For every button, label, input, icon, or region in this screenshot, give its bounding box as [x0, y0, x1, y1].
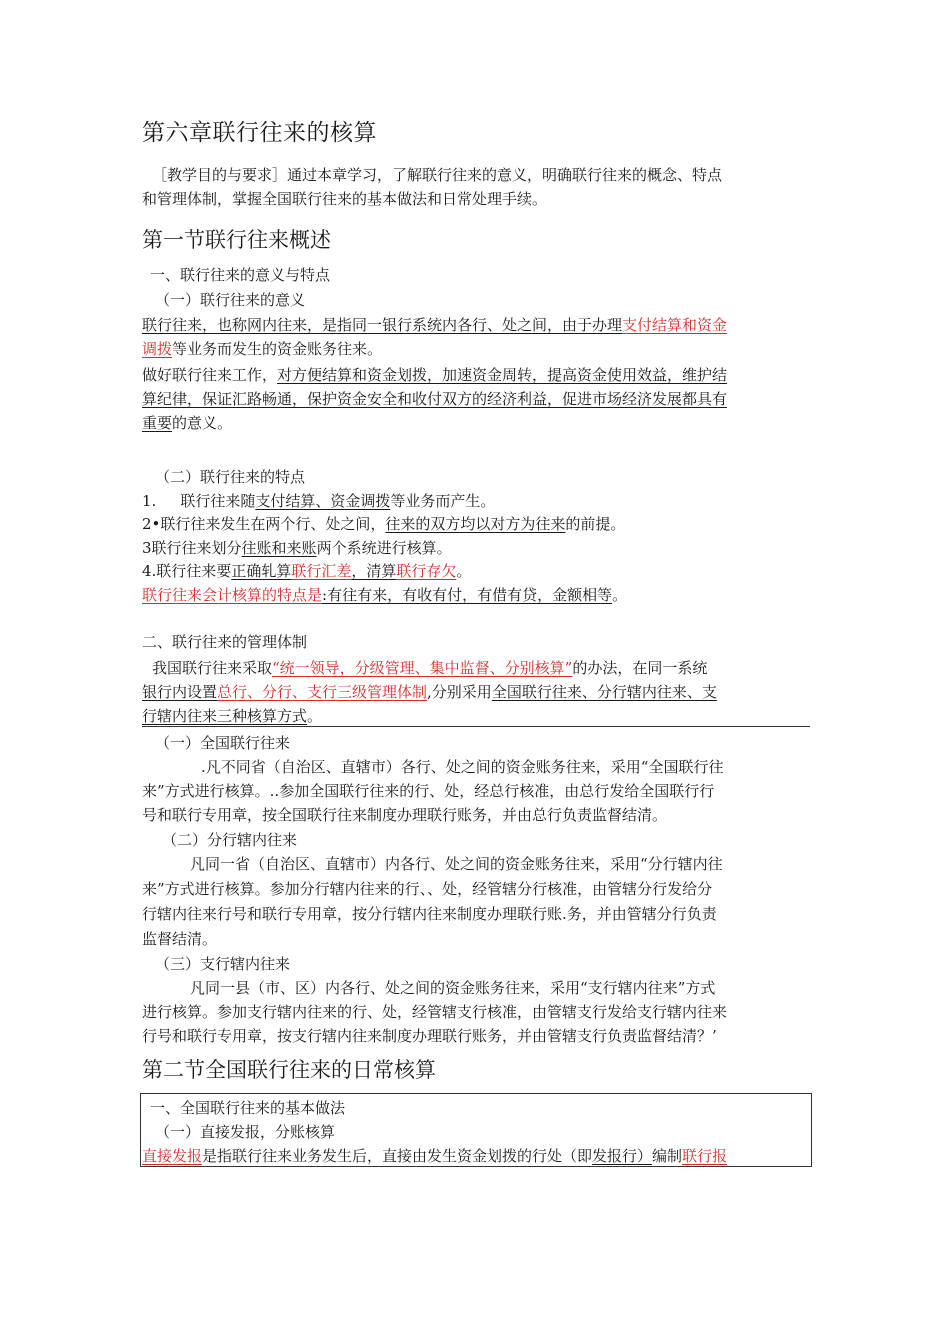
- subbranch-heading: （三）支行辖内往来: [155, 955, 291, 973]
- feature-4-red-a: 联行汇差: [291, 562, 352, 580]
- subbranch-line-1: 凡同一县（市、区）内各行、处之间的资金账务往来，采用“支行辖内往来”方式: [190, 979, 716, 997]
- meaning-highlight-cont: 调拨: [142, 340, 173, 358]
- features-heading: （二）联行往来的特点: [155, 468, 306, 486]
- divider-rule: [142, 726, 810, 727]
- direct-report-underlined: 发报行）: [592, 1147, 653, 1165]
- national-line-3: 号和联行专用章，按全国联行往来制度办理联行账务，并由总行负责监督结清。: [142, 806, 668, 824]
- national-line-2: 来”方式进行核算。..参加全国联行往来的行、处，经总行核准，由总行发给全国联行行: [142, 782, 715, 800]
- feature-3-text: 3联行往来划分: [142, 539, 242, 557]
- meaning-paragraph-1-line-2: [142, 337, 382, 361]
- summary-underlined: :有往有来，有收有付，有借有贷，金额相等: [322, 586, 613, 604]
- meaning-paragraph-2-line-2: [142, 387, 727, 411]
- feature-1-tail: 等业务而产生。: [390, 492, 496, 510]
- management-l1-text: 我国联行往来采取: [152, 659, 273, 677]
- feature-1-text: 联行往来随: [180, 492, 256, 510]
- branch-line-3: 行辖内往来行号和联行专用章，按分行辖内往来制度办理联行账.务，并由管辖分行负责: [142, 905, 717, 923]
- objective-line-2: 和管理体制，掌握全国联行往来的基本做法和日常处理手续。: [142, 190, 548, 208]
- branch-heading: （二）分行辖内往来: [162, 831, 298, 849]
- management-l1-tail: 的办法，在同一系统: [572, 659, 708, 677]
- feature-item-4: [142, 559, 471, 583]
- meaning-text: 联行往来，也称网内往来，是指同一银行系统内各行、处之间，由于办理: [142, 316, 623, 334]
- feature-2-tail: 的前提。: [565, 515, 626, 533]
- meaning-p2-underlined: 对方便结算和资金划拨，加速资金周转，提高资金使用效益，维护结: [277, 366, 728, 384]
- management-l2-underlined: 全国联行往来、分行辖内往来、支: [491, 683, 717, 701]
- management-l3-tail: 。: [307, 707, 323, 725]
- feature-4-text: 4.联行往来要: [142, 562, 232, 580]
- branch-line-1: 凡同一省（自治区、直辖市）内各行、处之间的资金账务往来，采用“分行辖内往: [190, 855, 723, 873]
- management-line-2: [142, 680, 717, 704]
- branch-line-2: 来”方式进行核算。参加分行辖内往来的行、、处，经管辖分行核准，由管辖分行发给分: [142, 880, 713, 898]
- section1-title: 第一节联行往来概述: [142, 228, 331, 252]
- meaning-highlight: 支付结算和资金: [622, 316, 728, 334]
- national-heading: （一）全国联行往来: [155, 734, 291, 752]
- feature-1-number: 1.: [142, 492, 157, 510]
- section2-part1-heading: 一、全国联行往来的基本做法: [150, 1099, 346, 1117]
- summary-red: 联行往来会计核算的特点是: [142, 586, 323, 604]
- management-l3-underlined: 行辖内往来三种核算方式: [142, 707, 308, 725]
- part1-heading: 一、联行往来的意义与特点: [150, 266, 331, 284]
- feature-4-underlined-a: 正确轧算: [231, 562, 292, 580]
- meaning-p2-lead: 做好联行往来工作，: [142, 366, 278, 384]
- management-heading: 二、联行往来的管理体制: [142, 633, 308, 651]
- meaning-heading: （一）联行往来的意义: [155, 291, 306, 309]
- feature-item-1: [142, 489, 495, 513]
- feature-2-underlined: 往来的双方均以对方为往来: [385, 515, 566, 533]
- management-l2-red: 总行、分行、支行三级管理体制: [217, 683, 428, 701]
- management-l2-mid: ,分别采用: [427, 683, 492, 701]
- meaning-paragraph-1-line-1: [142, 313, 727, 337]
- feature-item-3: [142, 536, 452, 560]
- meaning-p2-underlined-end: 重要: [142, 414, 173, 432]
- meaning-text-end: 等业务而发生的资金账务往来。: [172, 340, 383, 358]
- national-line-1: .凡不同省（自治区、直辖市）各行、处之间的资金账务往来，采用“全国联行往: [201, 758, 724, 776]
- section2-sub-heading: （一）直接发报，分账核算: [155, 1123, 336, 1141]
- direct-report-term: 直接发报: [142, 1147, 203, 1165]
- direct-report-red-tail: 联行报: [682, 1147, 728, 1165]
- direct-report-verb: 编制: [652, 1147, 683, 1165]
- feature-4-underlined-b: ，清算: [351, 562, 397, 580]
- features-summary: [142, 583, 627, 607]
- feature-4-red-b: 联行存欠: [396, 562, 457, 580]
- objective-line-1: ［教学目的与要求］通过本章学习，了解联行往来的意义，明确联行往来的概念、特点: [152, 166, 723, 184]
- management-l1-red: “统一领导，分级管理、集中监督、分别核算”: [272, 659, 573, 677]
- management-line-3: [142, 704, 322, 728]
- direct-report-text: 是指联行往来业务发生后，直接由发生资金划拨的行处（即: [202, 1147, 593, 1165]
- meaning-p2-underlined-cont: 算纪律，保证汇路畅通，保护资金安全和收付双方的经济利益，促进市场经济发展都具有: [142, 390, 728, 408]
- section2-title: 第二节全国联行往来的日常核算: [142, 1058, 436, 1082]
- chapter-title: 第六章联行往来的核算: [142, 120, 377, 146]
- section2-paragraph-line-1: [142, 1144, 727, 1168]
- summary-tail: 。: [612, 586, 628, 604]
- meaning-paragraph-2-line-1: [142, 363, 727, 387]
- feature-item-2: [142, 512, 625, 536]
- subbranch-line-2: 进行核算。参加支行辖内往来的行、处，经管辖支行核准，由管辖支行发给支行辖内往来: [142, 1003, 728, 1021]
- feature-2-text: 2•联行往来发生在两个行、处之间，: [142, 515, 386, 533]
- meaning-p2-tail: 的意义。: [172, 414, 233, 432]
- branch-line-4: 监督结清。: [142, 930, 218, 948]
- management-line-1: [152, 656, 707, 680]
- feature-3-underlined: 往账和来账: [241, 539, 317, 557]
- feature-4-tail: 。: [456, 562, 472, 580]
- meaning-paragraph-2-line-3: [142, 411, 232, 435]
- feature-3-tail: 两个系统进行核算。: [316, 539, 452, 557]
- feature-1-underlined: 支付结算、资金调拨: [255, 492, 391, 510]
- management-l2-text: 银行内设置: [142, 683, 218, 701]
- subbranch-line-3: 行号和联行专用章，按支行辖内往来制度办理联行账务，并由管辖支行负责监督结清？’: [142, 1027, 717, 1045]
